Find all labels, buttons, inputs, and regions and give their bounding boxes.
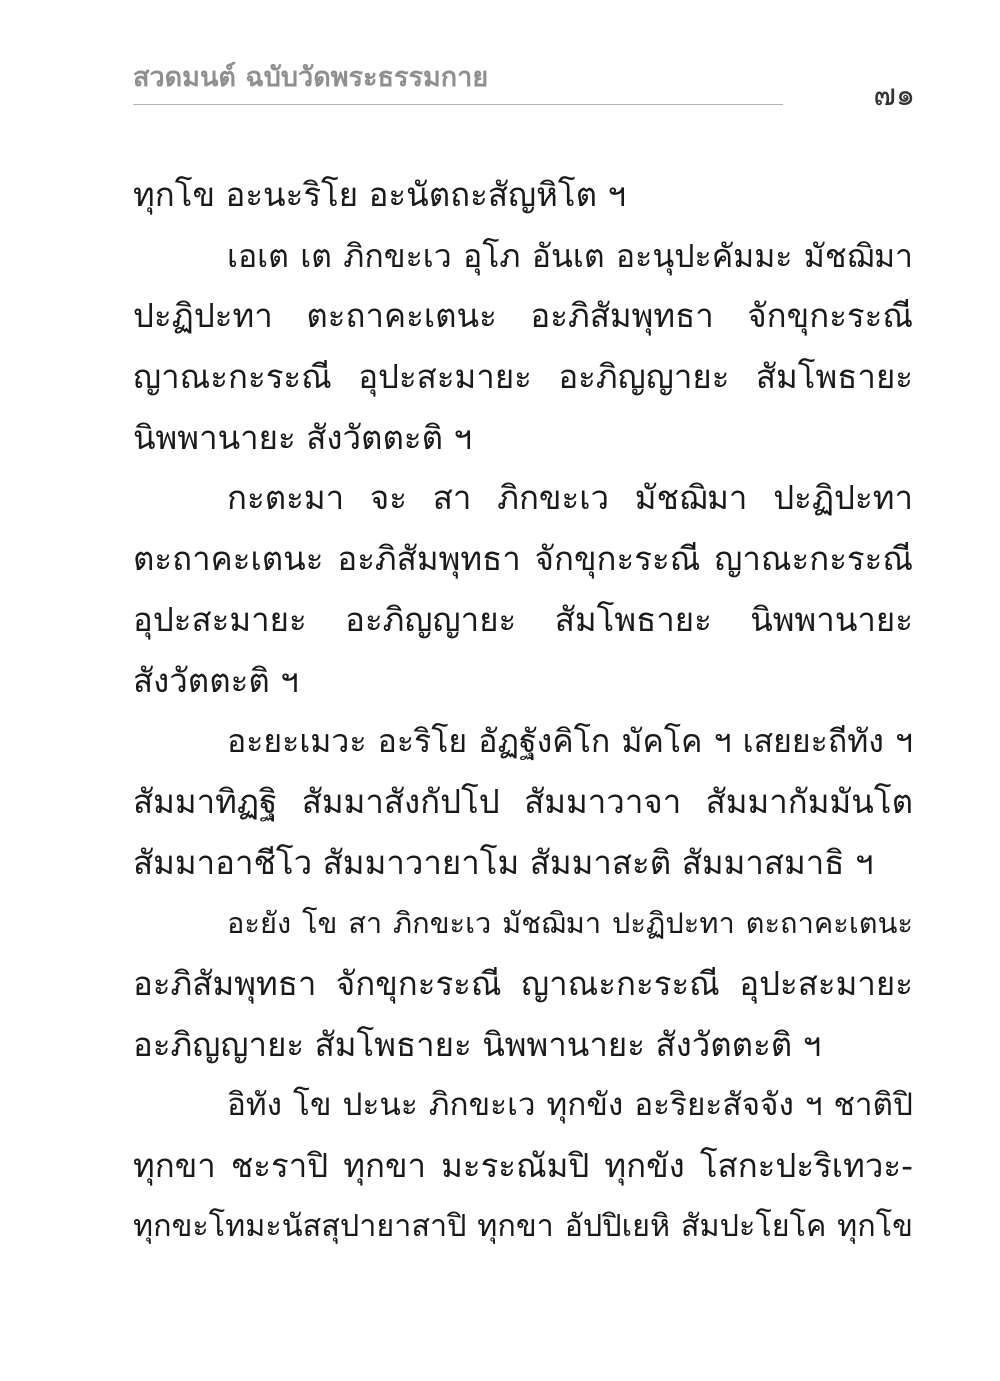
text-line: ทุกโข อะนะริโย อะนัตถะสัญหิโต ฯ xyxy=(133,175,627,214)
header-divider xyxy=(133,104,783,105)
text-line: สังวัตตะติ ฯ xyxy=(133,660,299,700)
text-line: เอเต เต ภิกขะเว อุโภ อันเต อะนุปะคัมมะ มัชฌิมา xyxy=(227,236,913,275)
text-line: อิทัง โข ปะนะ ภิกขะเว ทุกขัง อะริยะสัจจัง ฯ ชาติปิ xyxy=(227,1087,913,1124)
page-number: ๗๑ xyxy=(873,78,915,113)
text-line: ทุกขา ชะราปิ ทุกขา มะระณัมปิ ทุกขัง โสกะปะริเทวะ- xyxy=(133,1146,913,1185)
text-line: นิพพานายะ สังวัตตะติ ฯ xyxy=(133,417,473,457)
text-line: ทุกขะโทมะนัสสุปายาสาปิ ทุกขา อัปปิเยหิ สัมปะโยโค ทุกโข xyxy=(133,1208,913,1244)
text-line: อะยัง โข สา ภิกขะเว มัชฌิมา ปะฏิปะทา ตะถาคะเตนะ xyxy=(227,906,913,941)
text-line: อะภิญญายะ สัมโพธายะ นิพพานายะ สังวัตตะติ ฯ xyxy=(133,1024,822,1064)
text-line: อะภิสัมพุทธา จักขุกะระณี ญาณะกะระณี อุปะสะมายะ xyxy=(133,963,913,1003)
text-line: กะตะมา จะ สา ภิกขะเว มัชฌิมา ปะฏิปะทา xyxy=(227,478,913,518)
text-line: ตะถาคะเตนะ อะภิสัมพุทธา จักขุกะระณี ญาณะกะระณี xyxy=(133,539,913,579)
text-line: อุปะสะมายะ อะภิญญายะ สัมโพธายะ นิพพานายะ xyxy=(133,599,913,639)
text-line: สัมมาอาชีโว สัมมาวายาโม สัมมาสะติ สัมมาสมาธิ ฯ xyxy=(133,842,874,882)
chant-text-body xyxy=(133,165,913,1257)
text-line: อะยะเมวะ อะริโย อัฏฐังคิโก มัคโค ฯ เสยยะถีทัง ฯ xyxy=(227,722,913,761)
text-line: สัมมาทิฏฐิ สัมมาสังกัปโป สัมมาวาจา สัมมากัมมันโต xyxy=(133,781,913,821)
running-header-title: สวดมนต์ ฉบับวัดพระธรรมกาย xyxy=(133,62,489,93)
text-line: ปะฏิปะทา ตะถาคะเตนะ อะภิสัมพุทธา จักขุกะระณี xyxy=(133,296,913,336)
text-line: ญาณะกะระณี อุปะสะมายะ อะภิญญายะ สัมโพธายะ xyxy=(133,357,913,397)
